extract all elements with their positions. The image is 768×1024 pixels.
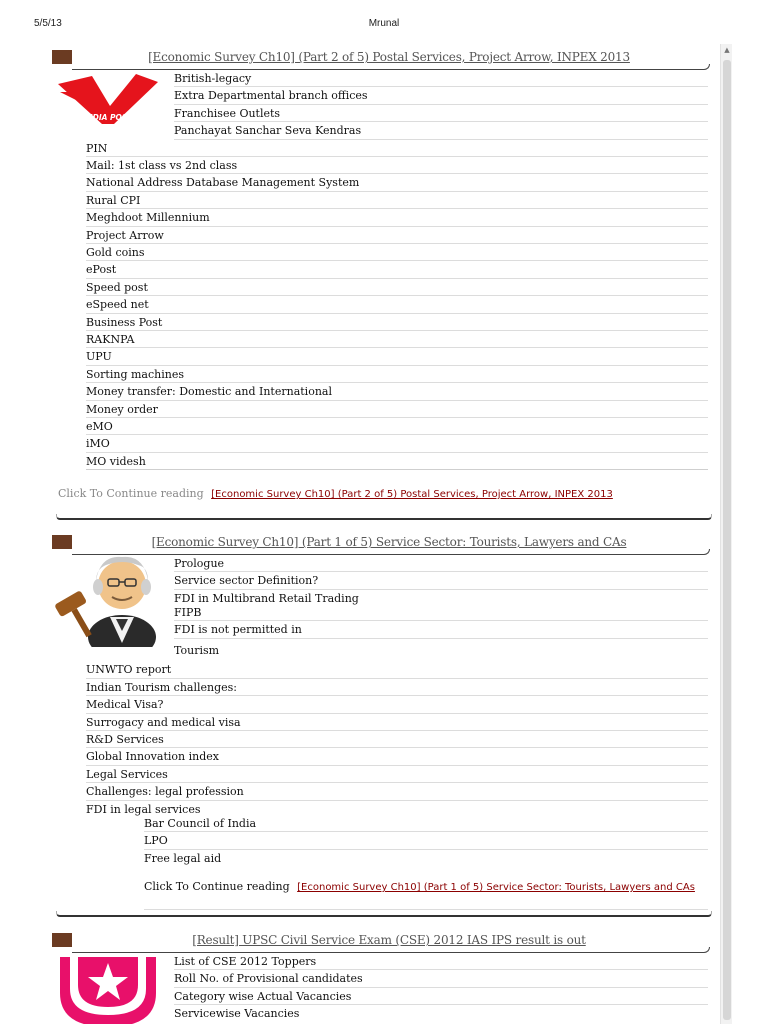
list-item: National Address Database Management System xyxy=(86,174,708,191)
list-item: Legal Services xyxy=(86,766,708,783)
list-item: RAKNPA xyxy=(86,331,708,348)
post-tag-marker xyxy=(52,933,72,947)
list-item: Indian Tourism challenges: xyxy=(86,679,708,696)
star-ribbon-icon xyxy=(60,957,156,1024)
post-card-service-sector xyxy=(52,535,712,921)
post-header xyxy=(52,933,712,951)
post-card-bottom-border xyxy=(56,514,712,520)
india-post-logo-icon xyxy=(58,72,158,126)
list-item: List of CSE 2012 Toppers xyxy=(174,953,708,970)
list-item: MO videsh xyxy=(86,453,708,470)
list-item: Service sector Definition? xyxy=(174,572,708,589)
post-tag-marker xyxy=(52,50,72,64)
list-item: Speed post xyxy=(86,279,708,296)
vertical-scrollbar[interactable] xyxy=(720,44,732,1024)
list-item: Rural CPI xyxy=(86,192,708,209)
logo-text: INDIA POST xyxy=(83,113,133,122)
list-item: Sorting machines xyxy=(86,366,708,383)
list-item: Mail: 1st class vs 2nd class xyxy=(86,157,708,174)
list-item: Challenges: legal profession xyxy=(86,783,708,800)
list-item: Prologue xyxy=(174,555,708,572)
list-item: Category wise Actual Vacancies xyxy=(174,988,708,1005)
list-item: Money order xyxy=(86,401,708,418)
continue-reading-line xyxy=(58,487,613,500)
list-item: FDI in legal services xyxy=(86,802,201,816)
print-site-name: Mrunal xyxy=(368,18,400,29)
post-header xyxy=(52,50,712,68)
list-item: FIPB xyxy=(174,604,708,621)
list-item: PIN xyxy=(86,140,708,157)
continue-reading-link[interactable]: [Economic Survey Ch10] (Part 1 of 5) Service Sector: Tourists, Lawyers and CAs xyxy=(297,882,695,893)
print-date: 5/5/13 xyxy=(34,18,62,29)
list-item: Medical Visa? xyxy=(86,696,708,713)
list-item: Roll No. of Provisional candidates xyxy=(174,970,708,987)
post-card-bottom-border xyxy=(56,911,712,917)
list-item: Business Post xyxy=(86,314,708,331)
list-item: iMO xyxy=(86,435,708,452)
post-card-cse-result xyxy=(52,933,712,1024)
post-title-link[interactable]: [Economic Survey Ch10] (Part 1 of 5) Service Sector: Tourists, Lawyers and CAs xyxy=(151,535,627,549)
list-item: UPU xyxy=(86,348,708,365)
list-item: Surrogacy and medical visa xyxy=(86,714,708,731)
list-item: Gold coins xyxy=(86,244,708,261)
list-item: Free legal aid xyxy=(144,851,222,865)
divider xyxy=(144,909,708,910)
print-header xyxy=(0,18,768,34)
scroll-up-arrow-icon[interactable]: ▲ xyxy=(724,46,730,54)
judge-with-gavel-icon xyxy=(52,551,162,647)
post-tag-marker xyxy=(52,535,72,549)
list-item: R&D Services xyxy=(86,731,708,748)
list-item: Extra Departmental branch offices xyxy=(174,87,708,104)
scroll-thumb[interactable] xyxy=(723,60,731,1020)
list-item: eSpeed net xyxy=(86,296,708,313)
list-item: Global Innovation index xyxy=(86,748,708,765)
list-item: British-legacy xyxy=(174,70,708,87)
list-item: Meghdoot Millennium xyxy=(86,209,708,226)
list-item: FDI in Multibrand Retail Trading xyxy=(174,591,359,605)
post-card-postal-services xyxy=(52,50,712,522)
list-item: Bar Council of India xyxy=(144,815,708,832)
continue-reading-label: Click To Continue reading xyxy=(144,880,290,893)
list-item: Money transfer: Domestic and International xyxy=(86,383,708,400)
list-item: Servicewise Vacancies xyxy=(174,1007,300,1021)
list-item: FDI is not permitted in xyxy=(174,621,708,638)
list-item: ePost xyxy=(86,261,708,278)
post-title-link[interactable]: [Result] UPSC Civil Service Exam (CSE) 2012 IAS IPS result is out xyxy=(192,933,586,947)
list-item: UNWTO report xyxy=(86,661,708,678)
list-item: Franchisee Outlets xyxy=(174,105,708,122)
list-item: Panchayat Sanchar Seva Kendras xyxy=(174,122,708,139)
list-item: Tourism xyxy=(174,644,220,657)
list-item: Project Arrow xyxy=(86,227,708,244)
continue-reading-line xyxy=(144,880,695,893)
continue-reading-label: Click To Continue reading xyxy=(58,487,204,500)
list-item: LPO xyxy=(144,832,708,849)
list-item: eMO xyxy=(86,418,708,435)
post-title-link[interactable]: [Economic Survey Ch10] (Part 2 of 5) Postal Services, Project Arrow, INPEX 2013 xyxy=(148,50,630,64)
continue-reading-link[interactable]: [Economic Survey Ch10] (Part 2 of 5) Postal Services, Project Arrow, INPEX 2013 xyxy=(211,489,613,500)
